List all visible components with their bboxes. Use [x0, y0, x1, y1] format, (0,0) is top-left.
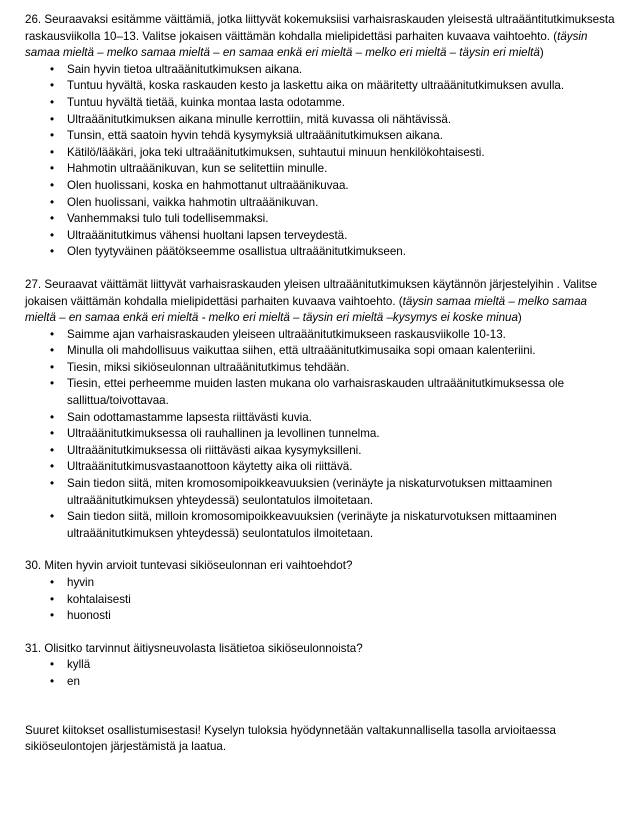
statement-item: [25, 228, 619, 245]
statement-text: Tuntuu hyvältä tietää, kuinka montaa lasta odotamme.: [67, 95, 345, 109]
question-26-text: [25, 12, 619, 62]
statement-item: [25, 459, 619, 476]
option-item: [25, 608, 619, 625]
thank-you-note: Suuret kiitokset osallistumisestasi! Kyselyn tuloksia hyödynnetään valtakunnallisella tasolla arvioitaessa sikiöseulontojen järjestämistä ja laatua.: [25, 723, 557, 754]
bullet-icon: •: [49, 360, 55, 374]
question-27-scale: täysin samaa mieltä – melko samaa mieltä – en samaa enkä eri mieltä - melko eri mieltä – täysin eri mieltä –kysymys ei koske minua: [25, 294, 587, 325]
statement-text: Tiesin, ettei perheemme muiden lasten mukana olo varhaisraskauden ultraäänitutkimuksessa ole sallittua/toivottavaa.: [67, 377, 565, 408]
option-text: hyvin: [67, 576, 95, 589]
question-26: [25, 12, 619, 261]
bullet-icon: •: [49, 95, 55, 109]
bullet-icon: •: [49, 460, 55, 474]
question-27-text: [25, 277, 619, 327]
question-27-statements: [25, 327, 619, 543]
statement-item: [25, 145, 619, 162]
bullet-icon: •: [49, 228, 55, 242]
bullet-icon: •: [49, 112, 55, 126]
bullet-icon: •: [49, 162, 55, 176]
spacer: [25, 691, 619, 723]
statement-text: Sain tiedon siitä, milloin kromosomipoikkeavuuksien (verinäyte ja niskaturvotuksen mittaaminen ultraäänitutkimuksen yhteydessä) seulontatulos ilmoitetaan.: [67, 510, 557, 540]
option-item: [25, 657, 619, 674]
question-26-intro: 26. Seuraavaksi esitämme väittämiä, jotka liittyvät kokemuksiisi varhaisraskauden yleisestä ultraääntitutkimuksesta raskausviikolla 10–13. Valitse jokaisen väittämän kohdalla mielipidettäsi parhaiten kuvaava vaihtoehto. (: [25, 13, 615, 43]
statement-text: Saimme ajan varhaisraskauden yleiseen ultraäänitutkimukseen raskausviikolle 10-13.: [67, 327, 506, 341]
question-31: [25, 641, 619, 691]
option-item: [25, 674, 619, 691]
question-27-intro: 27. Seuraavat väittämät liittyvät varhaisraskauden yleisen ultraäänitutkimuksen käytännön järjestelyihin . Valitse jokaisen väittämän kohdalla mielipidettäsi parhaiten kuvaava vaihtoehto. (: [25, 277, 598, 308]
statement-item: [25, 112, 619, 129]
question-26-close: ): [539, 46, 544, 60]
bullet-icon: •: [49, 576, 55, 589]
question-31-text: 31. Olisitko tarvinnut äitiysneuvolasta lisätietoa sikiöseulonnoista?: [25, 641, 363, 655]
option-text: huonosti: [67, 609, 111, 623]
statement-item: [25, 410, 619, 427]
statement-text: Olen tyytyväinen päätökseemme osallistua ultraäänitutkimukseen.: [67, 245, 406, 259]
statement-text: Tuntuu hyvältä, koska raskauden kesto ja laskettu aika on määritetty ultraäänitutkimuksen avulla.: [67, 79, 565, 93]
option-text: en: [67, 674, 80, 688]
bullet-icon: •: [49, 195, 55, 209]
statement-text: Ultraäänitutkimuksessa oli rauhallinen ja levollinen tunnelma.: [67, 427, 380, 441]
statement-item: [25, 360, 619, 377]
statement-item: [25, 476, 619, 509]
statement-item: [25, 426, 619, 443]
bullet-icon: •: [49, 129, 55, 143]
question-31-options: [25, 657, 619, 690]
statement-item: [25, 211, 619, 228]
statement-text: Hahmotin ultraäänikuvan, kun se selitettiin minulle.: [67, 162, 328, 176]
statement-text: Minulla oli mahdollisuus vaikuttaa siihen, että ultraäänitutkimusaika sopi omaan kalenteriini.: [67, 344, 536, 358]
bullet-icon: •: [49, 79, 55, 93]
question-27: [25, 277, 619, 543]
bullet-icon: •: [49, 410, 55, 424]
statement-text: Sain tiedon siitä, miten kromosomipoikkeavuuksien (verinäyte ja niskaturvotuksen mittaaminen ultraäänitutkimuksen yhteydessä) seulontatulos ilmoitetaan.: [67, 477, 553, 507]
statement-item: [25, 128, 619, 145]
option-item: [25, 575, 619, 592]
statement-item: [25, 327, 619, 344]
option-item: [25, 592, 619, 609]
bullet-icon: •: [49, 609, 55, 623]
bullet-icon: •: [49, 592, 55, 606]
option-text: kyllä: [67, 658, 91, 672]
question-30-text: 30. Miten hyvin arvioit tuntevasi sikiöseulonnan eri vaihtoehdot?: [25, 559, 353, 573]
statement-text: Vanhemmaksi tulo tuli todellisemmaksi.: [67, 212, 269, 226]
question-30: [25, 558, 619, 624]
statement-text: Olen huolissani, vaikka hahmotin ultraäänikuvan.: [67, 195, 319, 209]
statement-item: [25, 178, 619, 195]
statement-item: [25, 62, 619, 79]
bullet-icon: •: [49, 145, 55, 159]
statement-text: Sain odottamastamme lapsesta riittävästi kuvia.: [67, 410, 312, 424]
statement-text: Ultraäänitutkimus vähensi huoltani lapsen terveydestä.: [67, 228, 348, 242]
bullet-icon: •: [49, 674, 55, 688]
bullet-icon: •: [49, 510, 55, 524]
statement-item: [25, 78, 619, 95]
statement-item: [25, 161, 619, 178]
statement-text: Ultraäänitutkimuksen aikana minulle kerrottiin, mitä kuvassa oli nähtävissä.: [67, 112, 452, 126]
bullet-icon: •: [49, 245, 55, 259]
spacer: [25, 625, 619, 641]
statement-text: Sain hyvin tietoa ultraäänitutkimuksen aikana.: [67, 62, 303, 76]
statement-text: Kätilö/lääkäri, joka teki ultraäänitutkimuksen, suhtautui minuun henkilökohtaisesti.: [67, 145, 485, 159]
bullet-icon: •: [49, 327, 55, 341]
statement-item: [25, 343, 619, 360]
question-26-statements: [25, 62, 619, 261]
question-30-options: [25, 575, 619, 625]
statement-item: [25, 443, 619, 460]
bullet-icon: •: [49, 427, 55, 441]
bullet-icon: •: [49, 443, 55, 457]
statement-item: [25, 244, 619, 261]
question-27-close: ): [517, 311, 522, 325]
statement-item: [25, 509, 619, 542]
bullet-icon: •: [49, 62, 55, 76]
questionnaire-page: [25, 12, 619, 756]
statement-text: Tiesin, miksi sikiöseulonnan ultraäänitutkimus tehdään.: [67, 360, 350, 374]
statement-text: Olen huolissani, koska en hahmottanut ultraäänikuvaa.: [67, 178, 349, 192]
spacer: [25, 542, 619, 558]
statement-text: Tunsin, että saatoin hyvin tehdä kysymyksiä ultraäänitutkimuksen aikana.: [67, 129, 443, 143]
bullet-icon: •: [49, 377, 55, 391]
bullet-icon: •: [49, 178, 55, 192]
statement-text: Ultraäänitutkimusvastaanottoon käytetty aika oli riittävä.: [67, 460, 353, 474]
bullet-icon: •: [49, 658, 55, 672]
statement-text: Ultraäänitutkimuksessa oli riittävästi aikaa kysymyksilleni.: [67, 443, 362, 457]
statement-item: [25, 95, 619, 112]
question-26-scale: täysin samaa mieltä – melko samaa mieltä – en samaa enkä eri mieltä – melko eri mieltä – täysin eri mieltä: [25, 29, 588, 60]
bullet-icon: •: [49, 344, 55, 358]
bullet-icon: •: [49, 477, 55, 491]
option-text: kohtalaisesti: [67, 592, 131, 606]
bullet-icon: •: [49, 212, 55, 226]
spacer: [25, 261, 619, 277]
statement-item: [25, 195, 619, 212]
statement-item: [25, 376, 619, 409]
